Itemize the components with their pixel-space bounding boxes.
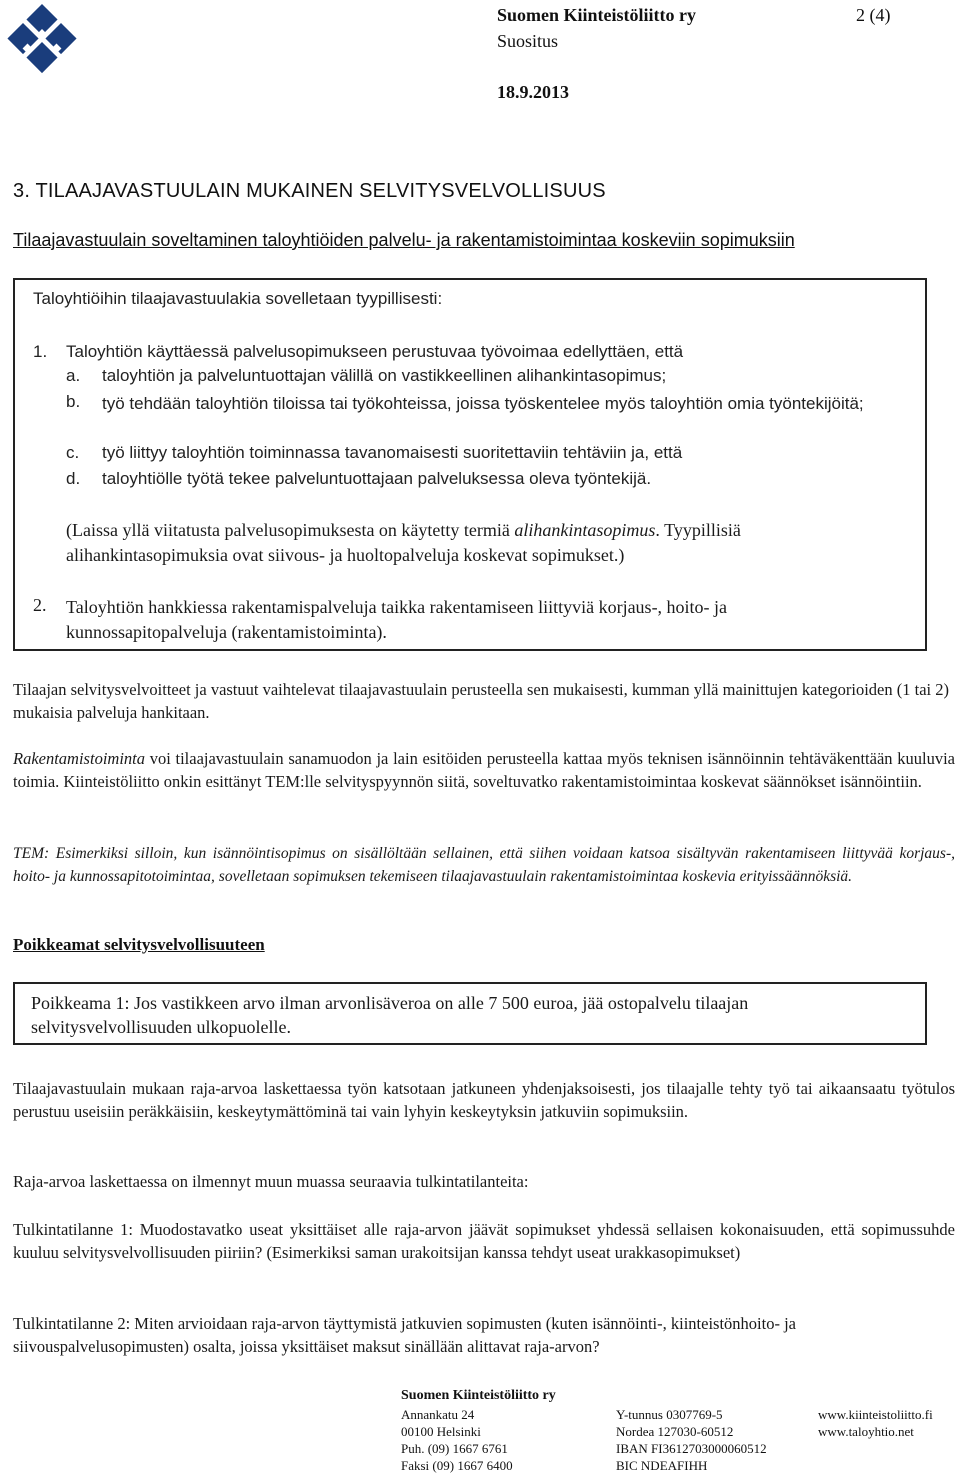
sub-item-d-text: taloyhtiölle työtä tekee palveluntuottajaan palveluksessa oleva työntekijä. (102, 469, 652, 488)
footer-business-id: Y-tunnus 0307769-5 (616, 1407, 723, 1422)
deviation-1-text: Poikkeama 1: Jos vastikkeen arvo ilman arvonlisäveroa on alle 7 500 euroa, jää ostopalvelu tilaajan selvitysvelvollisuuden ulkopuolelle. (31, 993, 749, 1037)
logo-diamond-bottom (26, 42, 57, 73)
sub-item-b-text: työ tehdään taloyhtiön tiloissa tai työkohteissa, joissa työskentelee myös taloyhtiön omia työntekijöitä; (102, 394, 864, 413)
footer-bank-account: Nordea 127030-60512 (616, 1424, 734, 1439)
paragraph-obligations: Tilaajan selvitysvelvoitteet ja vastuut vaihtelevat tilaajavastuulain perusteella sen mukaisesti, kumman yllä mainittujen kategorioiden (1 tai 2) mukaisia palveluja hankitaan. (13, 680, 949, 722)
footer-iban: IBAN FI3612703000060512 (616, 1441, 767, 1456)
footer-website-1[interactable]: www.kiinteistoliitto.fi (818, 1407, 933, 1422)
header-organization: Suomen Kiinteistöliitto ry (497, 5, 696, 25)
paragraph-interpretations-intro: Raja-arvoa laskettaessa on ilmennyt muun muassa seuraavia tulkintatilanteita: (13, 1172, 529, 1191)
paragraph-tem: TEM: Esimerkiksi silloin, kun isännöintisopimus on sisällöltään sellainen, että siihen voidaan katsoa sisältyvän rakentamiseen liittyvää korjaus-, hoito- ja kunnossapitotoimintaa, sovelletaan sopimuksen tekemiseen tilaajavastuulain rakentamistoimintaa koskevia erityissäännöksiä. (13, 845, 955, 885)
box1-note: (Laissa yllä viitatusta palvelusopimuksesta on käytetty termiä alihankintasopimus. Tyypillisiä alihankintasopimuksia ovat siivous- ja huoltopalveluja koskevat sopimukset.) (66, 520, 741, 565)
sub-item-c-text: työ liittyy taloyhtiön toiminnassa tavanomaisesti suoritettaviin tehtäviin ja, että (102, 443, 683, 462)
paragraph-interpretation-2: Tulkintatilanne 2: Miten arvioidaan raja-arvon täyttymistä jatkuvien sopimusten (kuten isännöinti-, kiinteistönhoito- ja siivouspalvelusopimusten) osalta, joissa yksittäiset maksut sinällään alittavat raja-arvon? (13, 1314, 797, 1356)
section-subheading: Tilaajavastuulain soveltaminen taloyhtiöiden palvelu- ja rakentamistoimintaa koskeviin sopimuksiin (13, 230, 795, 250)
sub-item-a-text: taloyhtiön ja palveluntuottajan välillä on vastikkeellinen alihankintasopimus; (102, 366, 667, 385)
item-2-text: Taloyhtiön hankkiessa rakentamispalveluja taikka rakentamiseen liittyviä korjaus-, hoito- ja kunnossapitopalveluja (rakentamistoiminta). (66, 597, 728, 642)
box1-intro: Taloyhtiöihin tilaajavastuulakia sovelletaan tyypillisesti: (33, 289, 443, 308)
sub-item-c-letter: c. (66, 443, 80, 462)
footer-organization: Suomen Kiinteistöliitto ry (401, 1388, 556, 1403)
logo-diamond-right (45, 23, 76, 54)
paragraph-interpretation-1: Tulkintatilanne 1: Muodostavatko useat yksittäiset alle raja-arvon jäävät sopimukset yhdessä sellaisen kokonaisuuden, että sopimussuhde kuuluu selvitysvelvollisuuden piiriin? (Esimerkiksi saman urakoitsijan kanssa tehdyt useat urakkasopimukset) (13, 1220, 955, 1262)
kiinteistoliitto-logo (2, 2, 82, 82)
footer-address-column (401, 1406, 513, 1474)
item-2-number: 2. (33, 595, 47, 615)
sub-item-a-letter: a. (66, 366, 81, 385)
logo-diamond-left (7, 23, 38, 54)
paragraph-construction: Rakentamistoiminta voi tilaajavastuulain sanamuodon ja lain esitöiden perusteella kattaa myös teknisen isännöinnin tehtäväkenttään kuuluvia toimia. Kiinteistöliitto onkin esittänyt TEM:lle selvityspyynnön siitä, soveltuvatko rakentamistoimintaa koskevat säännökset isännöintiin. (13, 749, 955, 791)
footer-city: 00100 Helsinki (401, 1424, 481, 1439)
deviation-heading: Poikkeamat selvitysvelvollisuuteen (13, 935, 265, 954)
item-1-text: Taloyhtiön käyttäessä palvelusopimukseen perustuvaa työvoimaa edellyttäen, että (66, 342, 684, 361)
document-date: 18.9.2013 (497, 82, 569, 102)
footer-bic: BIC NDEAFIHH (616, 1458, 708, 1473)
footer-fax: Faksi (09) 1667 6400 (401, 1458, 513, 1473)
section-heading: 3. TILAAJAVASTUULAIN MUKAINEN SELVITYSVELVOLLISUUS (13, 180, 606, 202)
footer-web-column (818, 1406, 933, 1440)
document-type: Suositus (497, 31, 559, 51)
sub-item-b-letter: b. (66, 392, 81, 411)
footer-phone: Puh. (09) 1667 6761 (401, 1441, 508, 1456)
paragraph-continuity: Tilaajavastuulain mukaan raja-arvoa laskettaessa työn katsotaan jatkuneen yhdenjaksoisesti, jos tilaajalle tehty työ tai aikaansaatu työtulos perustuu useisiin peräkkäisiin, keskeytymättöminä tai vain lyhyin keskeytyksin jatkuviin sopimuksiin. (13, 1079, 955, 1121)
sub-item-d-letter: d. (66, 469, 81, 488)
item-1-number: 1. (33, 342, 48, 361)
footer-website-2[interactable]: www.taloyhtio.net (818, 1424, 914, 1439)
page-number: 2 (4) (856, 5, 891, 25)
footer-street: Annankatu 24 (401, 1407, 475, 1422)
footer-bank-column (616, 1406, 767, 1474)
